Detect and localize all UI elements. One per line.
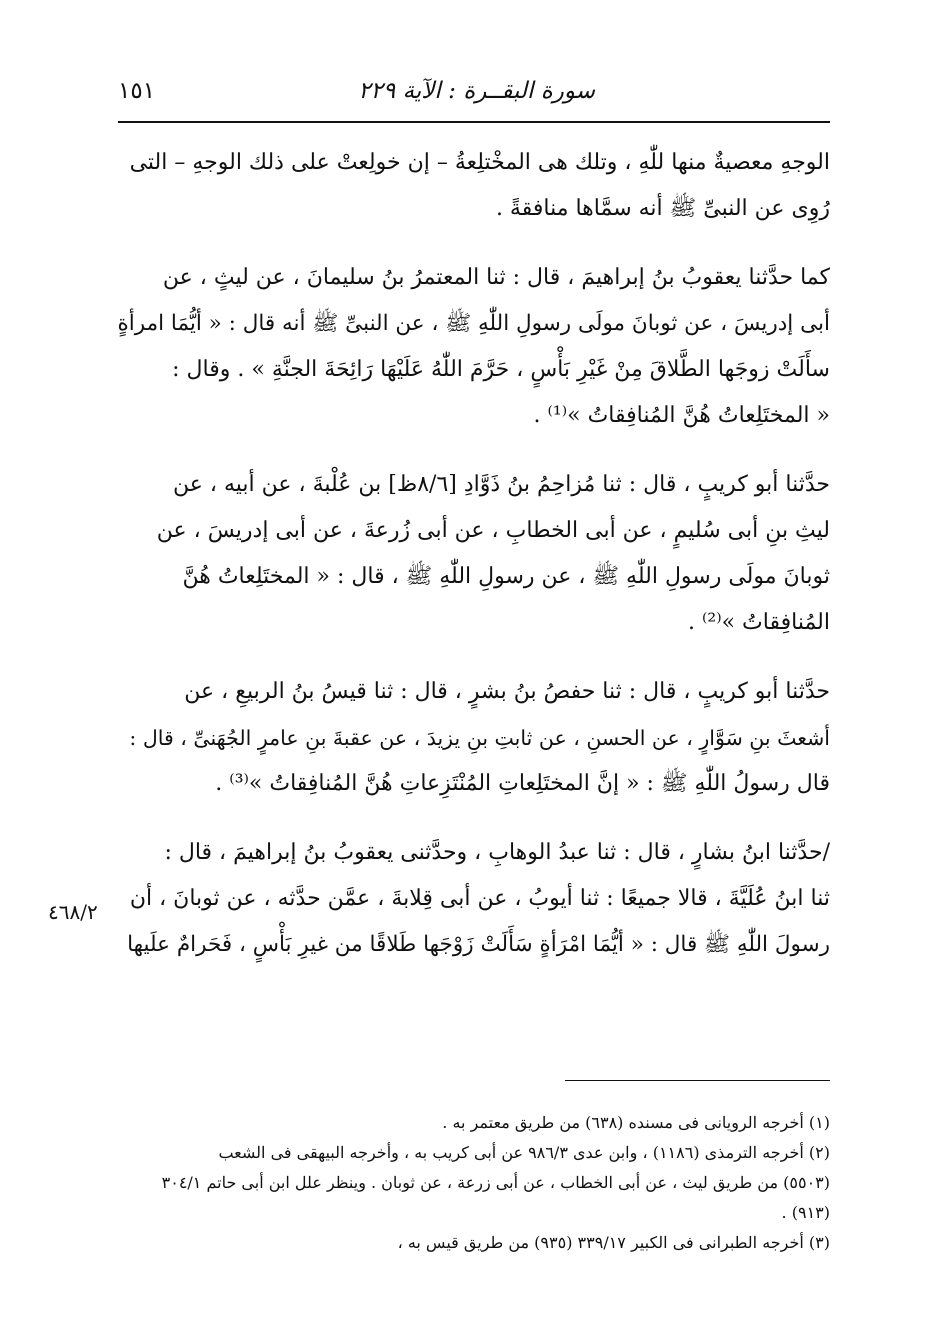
footnote-line: (٣) أخرجه الطبرانى فى الكبير ٣٣٩/١٧ (٩٣٥) من طريق قيس به ،: [397, 1233, 830, 1252]
text-line: كما حدَّثنا يعقوبُ بنُ إبراهيمَ ، قال : ثنا المعتمرُ بنُ سليمانَ ، عن ليثٍ ، عن: [162, 265, 830, 290]
paragraph-gap: [118, 807, 830, 830]
margin-page-reference: ٤٦٨/٢: [48, 900, 98, 924]
text-line: « المختَلِعاتُ هُنَّ المُنافِقاتُ »⁽¹⁾ .: [533, 403, 830, 428]
footnote-line: (٥٥٠٣) من طريق ليث ، عن أبى الخطاب ، عن أبى زرعة ، عن ثوبان . وينظر علل ابن أبى حاتم ٣٠٤/١: [161, 1173, 830, 1192]
page-number: ١٥١: [118, 78, 156, 104]
paragraph-gap: [118, 646, 830, 669]
running-title: سورة البقــرة : الآية ٢٢٩: [358, 78, 595, 104]
footnotes: [118, 1108, 830, 1258]
footnote-line: (٩١٣) .: [781, 1203, 830, 1222]
text-line: الوجهِ معصيةٌ منها للّٰهِ ، وتلك هى المخْتلِعةُ – إن خولِعتْ على ذلك الوجهِ – التى: [129, 150, 830, 175]
text-line: سأَلَتْ زوجَها الطَّلاقَ مِنْ غَيْرِ بَأْسٍ ، حَرَّمَ اللّٰهُ عَلَيْهَا رَائِحَةَ الجنَّةِ » . وقال :: [172, 357, 830, 382]
footnote-line: (١) أخرجه الرويانى فى مسنده (٦٣٨) من طريق معتمر به .: [442, 1113, 830, 1132]
text-line: أبى إدريسَ ، عن ثوبانَ مولَى رسولِ اللّٰهِ ﷺ ، عن النبىِّ ﷺ أنه قال : « أيُّمَا امرأةٍ: [117, 311, 830, 336]
text-line: المُنافِقاتُ »⁽²⁾ .: [687, 610, 830, 635]
header-rule: [118, 121, 830, 123]
footnote-line: (٢) أخرجه الترمذى (١١٨٦) ، وابن عدى ٩٨٦/٣ عن أبى كريب به ، وأخرجه البيهقى فى الشعب: [218, 1143, 830, 1162]
page-header: [118, 74, 830, 114]
main-text: [118, 140, 830, 968]
paragraph-gap: [118, 232, 830, 255]
text-line: /حدَّثنا ابنُ بشارٍ ، قال : ثنا عبدُ الوهابِ ، وحدَّثنى يعقوبُ بنُ إبراهيمَ ، قال :: [164, 840, 830, 865]
text-line: حدَّثنا أبو كريبٍ ، قال : ثنا حفصُ بنُ بشرٍ ، قال : ثنا قيسُ بنُ الربيعِ ، عن: [184, 679, 830, 704]
text-line: قال رسولُ اللّٰهِ ﷺ : « إنَّ المختَلِعاتِ المُنْتَزِعاتِ هُنَّ المُنافِقاتُ »⁽³⁾ .: [215, 771, 830, 796]
text-line: رُوِى عن النبىِّ ﷺ أنه سمَّاها منافقةً .: [495, 196, 830, 221]
text-line: ثوبانَ مولَى رسولِ اللّٰهِ ﷺ ، عن رسولِ اللّٰهِ ﷺ ، قال : « المختَلِعاتُ هُنَّ: [182, 564, 830, 589]
text-line: حدَّثنا أبو كريبٍ ، قال : ثنا مُزاحِمُ بنُ ذَوَّادِ [٨/٦ظ] بن عُلْبةَ ، عن أبيه ، عن: [173, 472, 830, 497]
text-line: أشعثَ بنِ سَوَّارٍ ، عن الحسنِ ، عن ثابتِ بنِ يزيدَ ، عن عقبةَ بنِ عامرٍ الجُهَنىِّ ، قال :: [129, 726, 830, 750]
text-line: ليثِ بنِ أبى سُليمٍ ، عن أبى الخطابِ ، عن أبى زُرعةَ ، عن أبى إدريسَ ، عن: [156, 518, 830, 543]
paragraph-gap: [118, 439, 830, 462]
text-line: رسولَ اللّٰهِ ﷺ قال : « أيُّمَا امْرَأةٍ سَأَلَتْ زَوْجَها طَلاقًا من غيرِ بَأْسٍ ، فَحَرامٌ علَيها: [127, 932, 830, 957]
text-line: ثنا ابنُ عُلَيَّةَ ، قالا جميعًا : ثنا أيوبُ ، عن أبى قِلابةَ ، عمَّن حدَّثه ، عن ثوبانَ ، أن: [129, 886, 830, 911]
footnote-separator: [565, 1080, 830, 1081]
